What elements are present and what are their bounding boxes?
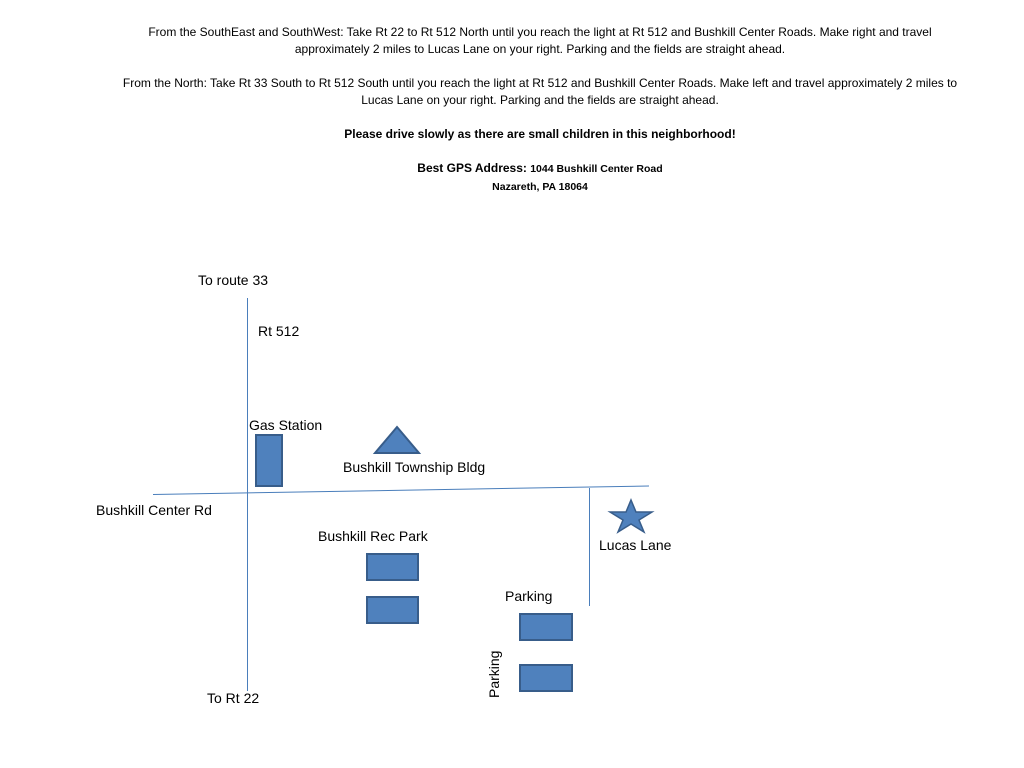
gas-station-marker [255,434,283,487]
slow-driving-warning: Please drive slowly as there are small children in this neighborhood! [344,127,736,141]
gps-address-label: Best GPS Address: [417,161,531,175]
parking-lot-2 [519,664,573,692]
township-bldg-triangle-icon [374,426,420,454]
rt-512-label: Rt 512 [258,323,300,339]
lucas-lane-road [589,488,590,606]
parking-side-label: Parking [486,650,502,698]
lucas-lane-label: Lucas Lane [599,537,672,553]
bushkill-center-rd-label: Bushkill Center Rd [96,502,212,518]
to-rt-22-label: To Rt 22 [207,690,260,706]
rec-park-label: Bushkill Rec Park [318,528,428,544]
parking-label: Parking [505,588,553,604]
rec-park-field-2 [366,596,419,624]
gps-address-street: 1044 Bushkill Center Road [530,163,663,175]
to-route-33-label: To route 33 [198,272,269,288]
lucas-lane-star-icon [609,499,653,533]
gps-address-city: Nazareth, PA 18064 [492,181,588,193]
directions-southeast-southwest: From the SouthEast and SouthWest: Take Rt 22 to Rt 512 North until you reach the light at Rt 512 and Bushkill Center Roads. Make right and travel approximately 2 miles to Lucas Lane on your right. Parking and the fields are straight ahead. [148,25,932,56]
parking-lot-1 [519,613,573,641]
directions-north: From the North: Take Rt 33 South to Rt 512 South until you reach the light at Rt 512 and Bushkill Center Roads. Make left and travel approximately 2 miles to Lucas Lane on your right. Parking and the fields are straight ahead. [122,76,958,107]
rec-park-field-1 [366,553,419,581]
gas-station-label: Gas Station [249,417,323,433]
township-bldg-label: Bushkill Township Bldg [343,459,486,475]
